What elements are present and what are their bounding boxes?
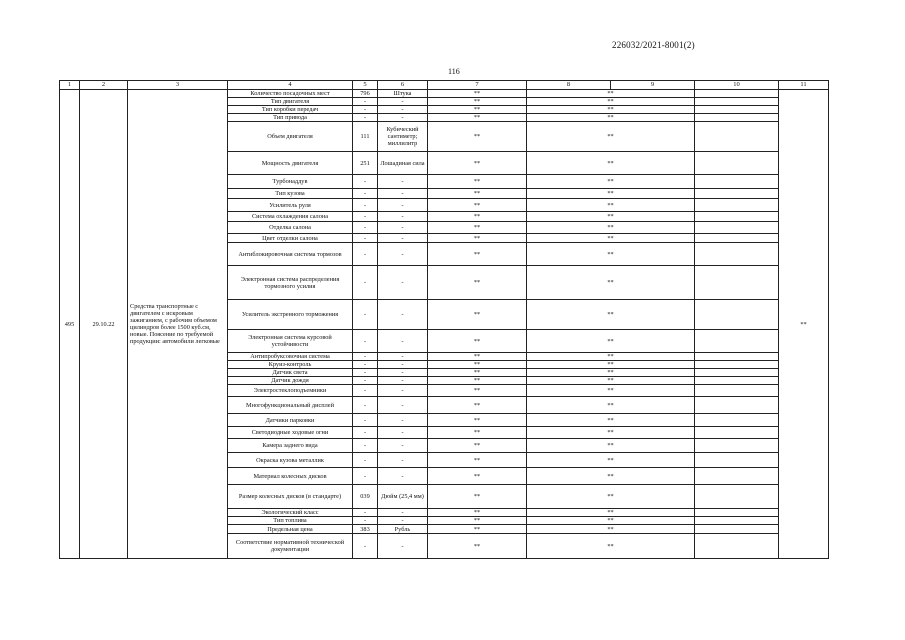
value-col7: ** xyxy=(428,222,527,234)
characteristic-name: Датчик света xyxy=(228,369,353,377)
document-number: 226032/2021-8001(2) xyxy=(612,40,695,50)
unit-code: - xyxy=(353,234,378,243)
unit-name: - xyxy=(378,397,428,414)
value-col7: ** xyxy=(428,427,527,439)
unit-code: - xyxy=(353,189,378,199)
value-col8-9: ** xyxy=(527,517,695,525)
value-col8-9: ** xyxy=(527,369,695,377)
characteristic-name: Окраска кузова металлик xyxy=(228,453,353,468)
record-number: 495 xyxy=(60,90,80,559)
characteristic-name: Отделка салона xyxy=(228,222,353,234)
unit-name: - xyxy=(378,468,428,485)
column-number: 11 xyxy=(779,81,829,90)
value-col8-9: ** xyxy=(527,243,695,266)
column-number: 2 xyxy=(80,81,128,90)
value-col7: ** xyxy=(428,152,527,175)
characteristic-name: Антипробуксовочная система xyxy=(228,353,353,361)
value-col10 xyxy=(695,122,779,152)
value-col7: ** xyxy=(428,361,527,369)
characteristic-name: Цвет отделки салона xyxy=(228,234,353,243)
value-col10 xyxy=(695,234,779,243)
value-col7: ** xyxy=(428,439,527,453)
unit-code: - xyxy=(353,353,378,361)
unit-code: - xyxy=(353,361,378,369)
unit-code: - xyxy=(353,468,378,485)
value-col7: ** xyxy=(428,98,527,106)
unit-code: - xyxy=(353,175,378,189)
record-date: 29.10.22 xyxy=(80,90,128,559)
unit-code: - xyxy=(353,266,378,300)
unit-name: - xyxy=(378,106,428,114)
value-col8-9: ** xyxy=(527,189,695,199)
value-col7: ** xyxy=(428,234,527,243)
unit-code: - xyxy=(353,427,378,439)
unit-name: - xyxy=(378,199,428,212)
value-col10 xyxy=(695,199,779,212)
characteristic-name: Электронная система курсовой устойчивости xyxy=(228,330,353,353)
value-col8-9: ** xyxy=(527,199,695,212)
unit-code: - xyxy=(353,377,378,385)
value-col8-9: ** xyxy=(527,534,695,559)
characteristic-name: Датчик дождя xyxy=(228,377,353,385)
characteristic-name: Экологический класс xyxy=(228,509,353,517)
unit-code: 796 xyxy=(353,90,378,98)
value-col7: ** xyxy=(428,414,527,427)
value-col8-9: ** xyxy=(527,427,695,439)
value-col10 xyxy=(695,300,779,330)
unit-code: - xyxy=(353,199,378,212)
characteristic-name: Предельная цена xyxy=(228,525,353,534)
characteristic-name: Усилитель экстренного торможения xyxy=(228,300,353,330)
value-col10 xyxy=(695,509,779,517)
value-col8-9: ** xyxy=(527,468,695,485)
value-col10 xyxy=(695,377,779,385)
value-col7: ** xyxy=(428,330,527,353)
value-col8-9: ** xyxy=(527,90,695,98)
value-col10 xyxy=(695,152,779,175)
value-col7: ** xyxy=(428,369,527,377)
value-col8-9: ** xyxy=(527,212,695,222)
unit-name: - xyxy=(378,175,428,189)
unit-code: - xyxy=(353,509,378,517)
unit-code: - xyxy=(353,212,378,222)
characteristic-name: Тип коробки передач xyxy=(228,106,353,114)
unit-name: - xyxy=(378,266,428,300)
characteristic-name: Тип кузова xyxy=(228,189,353,199)
characteristic-name: Объем двигателя xyxy=(228,122,353,152)
characteristic-name: Мощность двигателя xyxy=(228,152,353,175)
value-col10 xyxy=(695,385,779,397)
value-col7: ** xyxy=(428,300,527,330)
value-col7: ** xyxy=(428,106,527,114)
unit-code: - xyxy=(353,534,378,559)
unit-name: - xyxy=(378,222,428,234)
value-col10 xyxy=(695,222,779,234)
value-col7: ** xyxy=(428,385,527,397)
specification-table xyxy=(59,80,829,559)
column-number: 1 xyxy=(60,81,80,90)
value-col10 xyxy=(695,266,779,300)
unit-code: - xyxy=(353,300,378,330)
value-col8-9: ** xyxy=(527,98,695,106)
characteristic-name: Многофункциональный дисплей xyxy=(228,397,353,414)
characteristic-name: Светодиодные ходовые огни xyxy=(228,427,353,439)
unit-name: - xyxy=(378,509,428,517)
unit-code: - xyxy=(353,517,378,525)
value-col8-9: ** xyxy=(527,152,695,175)
characteristic-name: Размер колесных дисков (в стандарте) xyxy=(228,485,353,509)
value-col10 xyxy=(695,175,779,189)
characteristic-name: Количество посадочных мест xyxy=(228,90,353,98)
value-col8-9: ** xyxy=(527,266,695,300)
unit-code: - xyxy=(353,222,378,234)
value-col10 xyxy=(695,369,779,377)
characteristic-name: Электронная система распределения тормозного усилия xyxy=(228,266,353,300)
unit-code: - xyxy=(353,397,378,414)
value-col7: ** xyxy=(428,377,527,385)
record-description: Средства транспортные с двигателем с искровым зажиганием, с рабочим объемом цилиндров более 1500 куб.см, новые. Поясение по требуемой продукции: автомобили легковые xyxy=(128,90,228,559)
characteristic-name: Камера заднего вида xyxy=(228,439,353,453)
value-col10 xyxy=(695,212,779,222)
unit-name: - xyxy=(378,98,428,106)
table-row xyxy=(60,90,829,98)
value-col7: ** xyxy=(428,468,527,485)
value-col10 xyxy=(695,468,779,485)
characteristic-name: Тип двигателя xyxy=(228,98,353,106)
unit-code: - xyxy=(353,385,378,397)
unit-code: 111 xyxy=(353,122,378,152)
value-col8-9: ** xyxy=(527,222,695,234)
column-number: 3 xyxy=(128,81,228,90)
value-col8-9: ** xyxy=(527,330,695,353)
value-col7: ** xyxy=(428,189,527,199)
unit-name: - xyxy=(378,517,428,525)
value-col8-9: ** xyxy=(527,485,695,509)
value-col10 xyxy=(695,106,779,114)
unit-name: - xyxy=(378,439,428,453)
unit-name: - xyxy=(378,114,428,122)
characteristic-name: Круиз-контроль xyxy=(228,361,353,369)
unit-code: - xyxy=(353,414,378,427)
value-col8-9: ** xyxy=(527,453,695,468)
value-col10 xyxy=(695,90,779,98)
value-col8-9: ** xyxy=(527,114,695,122)
value-col8-9: ** xyxy=(527,397,695,414)
value-col7: ** xyxy=(428,122,527,152)
value-col7: ** xyxy=(428,175,527,189)
column-number: 4 xyxy=(228,81,353,90)
unit-name: - xyxy=(378,353,428,361)
unit-name: - xyxy=(378,534,428,559)
value-col10 xyxy=(695,330,779,353)
unit-name: - xyxy=(378,300,428,330)
value-col8-9: ** xyxy=(527,300,695,330)
value-col7: ** xyxy=(428,114,527,122)
unit-name: - xyxy=(378,427,428,439)
value-col10 xyxy=(695,525,779,534)
unit-name: Кубический сантиметр; миллилитр xyxy=(378,122,428,152)
unit-name: - xyxy=(378,361,428,369)
unit-name: - xyxy=(378,385,428,397)
record-col11: ** xyxy=(779,90,829,559)
unit-code: - xyxy=(353,439,378,453)
value-col7: ** xyxy=(428,212,527,222)
value-col8-9: ** xyxy=(527,414,695,427)
unit-name: - xyxy=(378,414,428,427)
unit-name: Штука xyxy=(378,90,428,98)
value-col8-9: ** xyxy=(527,175,695,189)
column-number: 8 xyxy=(527,81,611,90)
unit-name: Рубль xyxy=(378,525,428,534)
characteristic-name: Датчики парковки xyxy=(228,414,353,427)
value-col10 xyxy=(695,485,779,509)
unit-code: - xyxy=(353,98,378,106)
column-number: 10 xyxy=(695,81,779,90)
column-number: 6 xyxy=(378,81,428,90)
unit-code: 383 xyxy=(353,525,378,534)
value-col10 xyxy=(695,397,779,414)
value-col7: ** xyxy=(428,266,527,300)
value-col8-9: ** xyxy=(527,385,695,397)
characteristic-name: Усилитель руля xyxy=(228,199,353,212)
value-col8-9: ** xyxy=(527,234,695,243)
column-number: 9 xyxy=(611,81,695,90)
unit-code: - xyxy=(353,369,378,377)
value-col10 xyxy=(695,439,779,453)
value-col7: ** xyxy=(428,485,527,509)
value-col7: ** xyxy=(428,509,527,517)
column-number-row xyxy=(60,81,829,90)
value-col10 xyxy=(695,534,779,559)
value-col7: ** xyxy=(428,199,527,212)
unit-name: - xyxy=(378,330,428,353)
value-col8-9: ** xyxy=(527,106,695,114)
column-number: 7 xyxy=(428,81,527,90)
unit-code: 039 xyxy=(353,485,378,509)
unit-name: - xyxy=(378,234,428,243)
value-col10 xyxy=(695,353,779,361)
value-col7: ** xyxy=(428,90,527,98)
value-col10 xyxy=(695,114,779,122)
characteristic-name: Электростеклоподъемники xyxy=(228,385,353,397)
value-col8-9: ** xyxy=(527,509,695,517)
unit-name: - xyxy=(378,453,428,468)
unit-code: - xyxy=(353,330,378,353)
characteristic-name: Антиблокировочная система тормозов xyxy=(228,243,353,266)
value-col10 xyxy=(695,361,779,369)
characteristic-name: Материал колесных дисков xyxy=(228,468,353,485)
value-col10 xyxy=(695,243,779,266)
value-col7: ** xyxy=(428,517,527,525)
unit-name: - xyxy=(378,243,428,266)
unit-code: 251 xyxy=(353,152,378,175)
value-col7: ** xyxy=(428,353,527,361)
unit-name: Лошадиная сила xyxy=(378,152,428,175)
value-col7: ** xyxy=(428,534,527,559)
value-col8-9: ** xyxy=(527,377,695,385)
value-col10 xyxy=(695,427,779,439)
value-col10 xyxy=(695,98,779,106)
value-col7: ** xyxy=(428,453,527,468)
characteristic-name: Турбонаддув xyxy=(228,175,353,189)
characteristic-name: Тип привода xyxy=(228,114,353,122)
value-col8-9: ** xyxy=(527,361,695,369)
value-col7: ** xyxy=(428,243,527,266)
value-col8-9: ** xyxy=(527,353,695,361)
unit-name: - xyxy=(378,189,428,199)
unit-name: - xyxy=(378,212,428,222)
unit-name: Дюйм (25,4 мм) xyxy=(378,485,428,509)
unit-code: - xyxy=(353,243,378,266)
value-col7: ** xyxy=(428,397,527,414)
value-col8-9: ** xyxy=(527,122,695,152)
unit-name: - xyxy=(378,369,428,377)
value-col10 xyxy=(695,517,779,525)
value-col10 xyxy=(695,453,779,468)
characteristic-name: Система охлаждения салона xyxy=(228,212,353,222)
characteristic-name: Соответствие нормативной технической документации xyxy=(228,534,353,559)
unit-code: - xyxy=(353,453,378,468)
characteristic-name: Тип топлива xyxy=(228,517,353,525)
value-col8-9: ** xyxy=(527,525,695,534)
unit-code: - xyxy=(353,106,378,114)
page-number: 116 xyxy=(448,67,460,76)
value-col10 xyxy=(695,189,779,199)
unit-name: - xyxy=(378,377,428,385)
column-number: 5 xyxy=(353,81,378,90)
value-col10 xyxy=(695,414,779,427)
table-body xyxy=(60,81,829,559)
unit-code: - xyxy=(353,114,378,122)
value-col8-9: ** xyxy=(527,439,695,453)
value-col7: ** xyxy=(428,525,527,534)
